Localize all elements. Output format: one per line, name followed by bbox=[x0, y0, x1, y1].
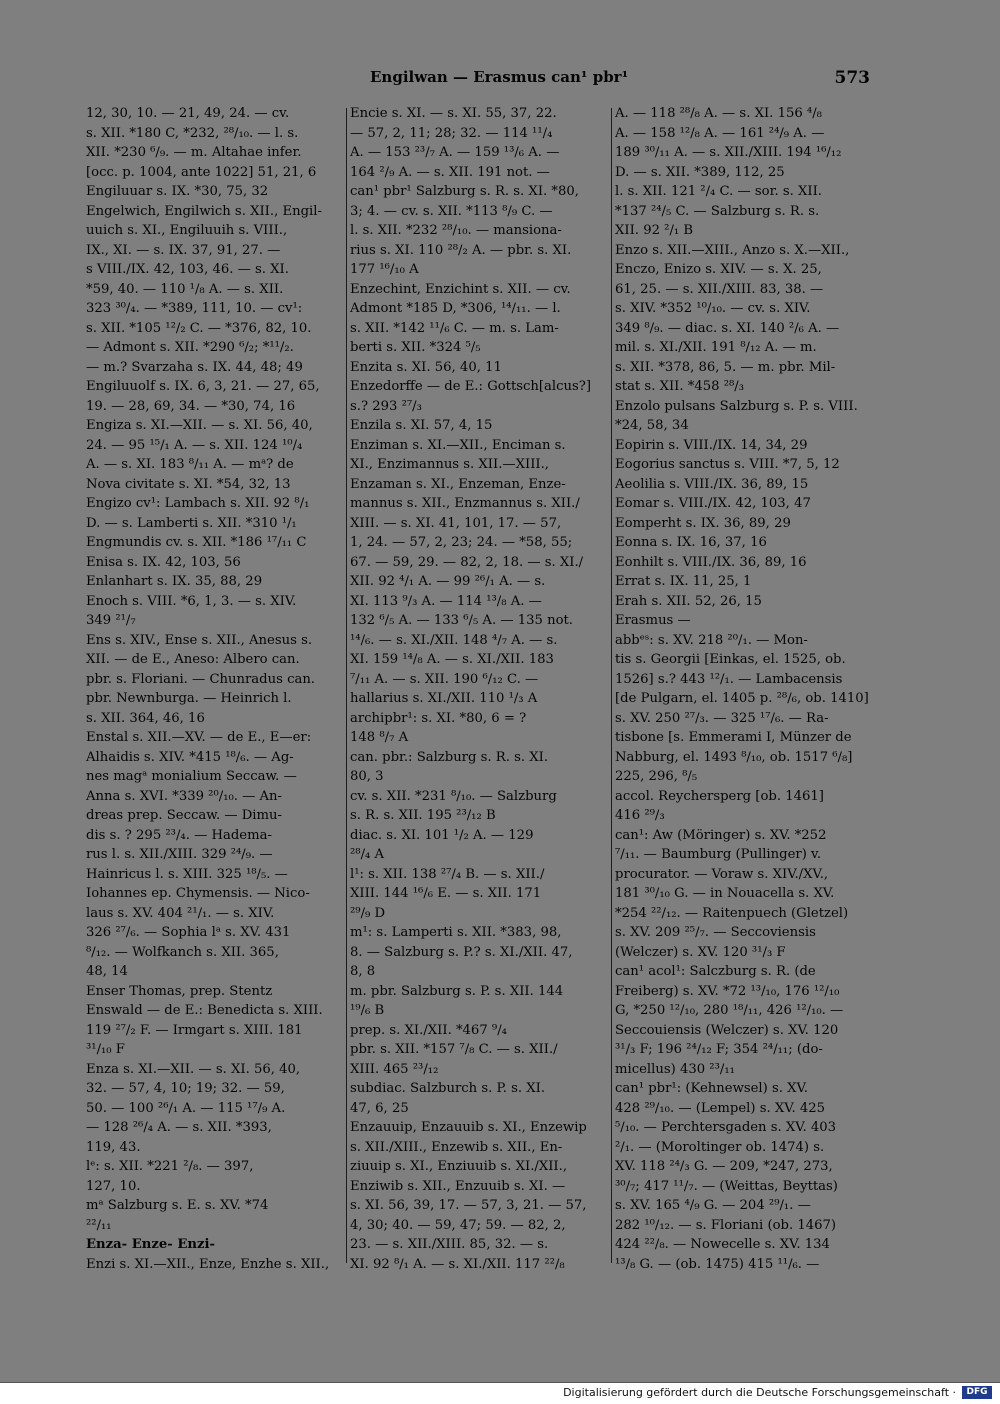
text-line: s. XI. 56, 39, 17. — 57, 3, 21. — 57, bbox=[350, 1198, 587, 1213]
page-header bbox=[80, 68, 870, 96]
text-line: Eogorius sanctus s. VIII. *7, 5, 12 bbox=[615, 457, 840, 472]
text-line: *137 ²⁴/₅ C. — Salzburg s. R. s. bbox=[615, 203, 820, 219]
text-line: pbr. s. XII. *157 ⁷/₈ C. — s. XII./ bbox=[350, 1042, 558, 1057]
running-title: Engilwan — Erasmus can¹ pbr¹ bbox=[370, 68, 629, 86]
text-line: prep. s. XI./XII. *467 ⁹/₄ bbox=[350, 1022, 507, 1038]
text-line: l. s. XII. 121 ²/₄ C. — sor. s. XII. bbox=[615, 184, 822, 199]
text-line: s. R. s. XII. 195 ²³/₁₂ B bbox=[350, 808, 496, 823]
text-line: 48, 14 bbox=[86, 964, 128, 979]
text-line: 67. — 59, 29. — 82, 2, 18. — s. XI./ bbox=[350, 554, 584, 570]
text-line: ²²/₁₁ bbox=[86, 1217, 112, 1233]
text-line: can¹: Aw (Möringer) s. XV. *252 bbox=[615, 827, 827, 843]
text-line: s. XV. 250 ²⁷/₃. — 325 ¹⁷/₆. — Ra- bbox=[615, 710, 829, 726]
text-line: [occ. p. 1004, ante 1022] 51, 21, 6 bbox=[86, 164, 317, 180]
text-line: 148 ⁸/₇ A bbox=[350, 730, 409, 745]
text-line: 349 ²¹/₇ bbox=[86, 613, 136, 628]
text-line: 80, 3 bbox=[350, 769, 384, 784]
text-line: s. XII./XIII., Enzewib s. XII., En- bbox=[350, 1139, 563, 1155]
text-line: pbr. Newnburga. — Heinrich l. bbox=[86, 691, 292, 706]
text-line: 424 ²²/₈. — Nowecelle s. XV. 134 bbox=[615, 1237, 830, 1252]
text-line: 23. — s. XII./XIII. 85, 32. — s. bbox=[350, 1237, 549, 1252]
text-line: l¹: s. XII. 138 ²⁷/₄ B. — s. XII./ bbox=[350, 866, 545, 882]
text-line: XIII. 465 ²³/₁₂ bbox=[350, 1061, 439, 1077]
text-line: [de Pulgarn, el. 1405 p. ²⁸/₆, ob. 1410] bbox=[615, 691, 869, 706]
text-line: 8, 8 bbox=[350, 964, 376, 979]
text-line: tisbone [s. Emmerami I, Münzer de bbox=[615, 730, 852, 745]
text-line: s. XV. 209 ²⁵/₇. — Seccoviensis bbox=[615, 925, 816, 940]
text-line: G, *250 ¹²/₁₀, 280 ¹⁸/₁₁, 426 ¹²/₁₀. — bbox=[615, 1003, 844, 1018]
text-line: D. — s. XII. *389, 112, 25 bbox=[615, 164, 785, 180]
text-line: s. XV. 165 ⁴/₉ G. — 204 ²⁹/₁. — bbox=[615, 1198, 811, 1213]
text-line: can¹ pbr¹ Salzburg s. R. s. XI. *80, bbox=[350, 184, 579, 199]
text-line: 4, 30; 40. — 59, 47; 59. — 82, 2, bbox=[350, 1217, 566, 1233]
text-line: Enza- Enze- Enzi- bbox=[86, 1237, 215, 1252]
text-line: Seccouiensis (Welczer) s. XV. 120 bbox=[615, 1022, 839, 1038]
text-line: XIII. 144 ¹⁶/₆ E. — s. XII. 171 bbox=[350, 886, 542, 901]
text-line: 282 ¹⁰/₁₂. — s. Floriani (ob. 1467) bbox=[615, 1217, 837, 1233]
text-line: ¹⁴/₆. — s. XI./XII. 148 ⁴/₇ A. — s. bbox=[350, 632, 558, 648]
text-line: l. s. XII. *232 ²⁸/₁₀. — mansiona- bbox=[350, 223, 562, 238]
text-line: *24, 58, 34 bbox=[615, 418, 689, 433]
text-line: Engelwich, Engilwich s. XII., Engil- bbox=[86, 203, 322, 219]
text-line: Engiluuolf s. IX. 6, 3, 21. — 27, 65, bbox=[86, 379, 320, 394]
text-line: Erah s. XII. 52, 26, 15 bbox=[615, 593, 762, 609]
text-line: Iohannes ep. Chymensis. — Nico- bbox=[86, 886, 310, 901]
text-line: Nabburg, el. 1493 ⁸/₁₀, ob. 1517 ⁶/₈] bbox=[615, 749, 853, 765]
text-line: — 128 ²⁶/₄ A. — s. XII. *393, bbox=[86, 1120, 272, 1135]
text-line: Encie s. XI. — s. XI. 55, 37, 22. bbox=[350, 106, 557, 121]
text-line: (Welczer) s. XV. 120 ³¹/₃ F bbox=[615, 944, 786, 960]
text-line: 1526] s.? 443 ¹²/₁. — Lambacensis bbox=[615, 671, 843, 687]
text-line: Enstal s. XII.—XV. — de E., E—er: bbox=[86, 730, 312, 745]
text-line: — 57, 2, 11; 28; 32. — 114 ¹¹/₄ bbox=[350, 125, 553, 141]
text-line: rius s. XI. 110 ²⁸/₂ A. — pbr. s. XI. bbox=[350, 242, 572, 258]
text-line: 323 ³⁰/₄. — *389, 111, 10. — cv¹: bbox=[86, 301, 303, 316]
text-line: XII. 92 ⁴/₁ A. — 99 ²⁶/₁ A. — s. bbox=[350, 574, 546, 589]
text-line: XIII. — s. XI. 41, 101, 17. — 57, bbox=[350, 515, 562, 531]
text-line: Enzechint, Enzichint s. XII. — cv. bbox=[350, 281, 571, 297]
funding-notice: Digitalisierung gefördert durch die Deutsche Forschungsgemeinschaft · bbox=[563, 1386, 956, 1399]
text-line: 225, 296, ⁸/₅ bbox=[615, 769, 698, 784]
text-line: XV. 118 ²⁴/₃ G. — 209, *247, 273, bbox=[615, 1159, 833, 1174]
text-line: 189 ³⁰/₁₁ A. — s. XII./XIII. 194 ¹⁶/₁₂ bbox=[615, 145, 842, 160]
text-line: 127, 10. bbox=[86, 1178, 141, 1194]
text-line: 12, 30, 10. — 21, 49, 24. — cv. bbox=[86, 106, 290, 121]
text-line: 50. — 100 ²⁶/₁ A. — 115 ¹⁷/₉ A. bbox=[86, 1100, 286, 1116]
text-line: lᵉ: s. XII. *221 ²/₈. — 397, bbox=[86, 1159, 254, 1174]
text-line: Alhaidis s. XIV. *415 ¹⁸/₆. — Ag- bbox=[86, 749, 294, 765]
text-line: — m.? Svarzaha s. IX. 44, 48; 49 bbox=[86, 359, 303, 375]
text-line: Engizo cv¹: Lambach s. XII. 92 ⁸/₁ bbox=[86, 496, 310, 511]
text-column-1 bbox=[86, 104, 341, 1274]
text-line: ²⁸/₄ A bbox=[350, 847, 385, 862]
text-line: Eopirin s. VIII./IX. 14, 34, 29 bbox=[615, 437, 808, 453]
text-line: can¹ acol¹: Salczburg s. R. (de bbox=[615, 964, 816, 979]
text-line: XI. 92 ⁸/₁ A. — s. XI./XII. 117 ²²/₈ bbox=[350, 1256, 565, 1272]
text-line: Anna s. XVI. *339 ²⁰/₁₀. — An- bbox=[86, 788, 283, 804]
text-line: s. XII. *142 ¹¹/₆ C. — m. s. Lam- bbox=[350, 320, 559, 336]
text-line: mil. s. XI./XII. 191 ⁸/₁₂ A. — m. bbox=[615, 340, 817, 355]
text-line: 32. — 57, 4, 10; 19; 32. — 59, bbox=[86, 1081, 285, 1096]
text-line: s.? 293 ²⁷/₃ bbox=[350, 398, 422, 414]
text-line: accol. Reychersperg [ob. 1461] bbox=[615, 788, 824, 804]
text-line: Eomperht s. IX. 36, 89, 29 bbox=[615, 515, 791, 531]
text-line: s VIII./IX. 42, 103, 46. — s. XI. bbox=[86, 262, 289, 277]
text-line: IX., XI. — s. IX. 37, 91, 27. — bbox=[86, 242, 281, 258]
text-line: archipbr¹: s. XI. *80, 6 = ? bbox=[350, 710, 527, 726]
text-line: Eonna s. IX. 16, 37, 16 bbox=[615, 535, 767, 550]
text-line: Erasmus — bbox=[615, 613, 691, 628]
text-line: Eonhilt s. VIII./IX. 36, 89, 16 bbox=[615, 554, 807, 570]
text-line: ³⁰/₇; 417 ¹¹/₇. — (Weittas, Beyttas) bbox=[615, 1178, 838, 1194]
text-line: s. XII. *105 ¹²/₂ C. — *376, 82, 10. bbox=[86, 320, 312, 336]
text-line: can¹ pbr¹: (Kehnewsel) s. XV. bbox=[615, 1081, 808, 1096]
text-line: Enisa s. IX. 42, 103, 56 bbox=[86, 554, 241, 570]
text-line: 164 ²/₉ A. — s. XII. 191 not. — bbox=[350, 164, 550, 180]
text-line: pbr. s. Floriani. — Chunradus can. bbox=[86, 671, 316, 687]
text-line: 132 ⁶/₅ A. — 133 ⁶/₅ A. — 135 not. bbox=[350, 613, 574, 628]
text-line: Freiberg) s. XV. *72 ¹³/₁₀, 176 ¹²/₁₀ bbox=[615, 983, 840, 999]
text-line: Enczo, Enizo s. XIV. — s. X. 25, bbox=[615, 262, 822, 277]
text-line: Enswald — de E.: Benedicta s. XIII. bbox=[86, 1003, 323, 1018]
text-line: D. — s. Lamberti s. XII. *310 ¹/₁ bbox=[86, 515, 297, 531]
text-line: Enzauuip, Enzauuib s. XI., Enzewip bbox=[350, 1120, 587, 1135]
text-line: 19. — 28, 69, 34. — *30, 74, 16 bbox=[86, 398, 296, 414]
text-line: s. XII. *378, 86, 5. — m. pbr. Mil- bbox=[615, 359, 836, 375]
text-line: A. — 153 ²³/₇ A. — 159 ¹³/₆ A. — bbox=[350, 145, 560, 160]
text-line: Enzo s. XII.—XIII., Anzo s. X.—XII., bbox=[615, 242, 850, 258]
text-line: 24. — 95 ¹⁵/₁ A. — s. XII. 124 ¹⁰/₄ bbox=[86, 437, 303, 453]
text-line: nes magᵃ monialium Seccaw. — bbox=[86, 769, 297, 784]
text-line: hallarius s. XI./XII. 110 ¹/₃ A bbox=[350, 691, 538, 706]
text-line: Eomar s. VIII./IX. 42, 103, 47 bbox=[615, 496, 811, 511]
text-line: Enzita s. XI. 56, 40, 11 bbox=[350, 359, 502, 375]
text-line: XII. *230 ⁶/₉. — m. Altahae infer. bbox=[86, 145, 302, 160]
text-line: micellus) 430 ²³/₁₁ bbox=[615, 1061, 735, 1077]
text-line: procurator. — Voraw s. XIV./XV., bbox=[615, 866, 829, 882]
text-line: Enzi s. XI.—XII., Enze, Enzhe s. XII., bbox=[86, 1256, 330, 1272]
text-line: mᵃ Salzburg s. E. s. XV. *74 bbox=[86, 1198, 269, 1213]
text-line: dreas prep. Seccaw. — Dimu- bbox=[86, 808, 282, 823]
text-line: mannus s. XII., Enzmannus s. XII./ bbox=[350, 496, 580, 511]
text-line: laus s. XV. 404 ²¹/₁. — s. XIV. bbox=[86, 905, 275, 921]
text-line: 3; 4. — cv. s. XII. *113 ⁸/₉ C. — bbox=[350, 203, 553, 219]
text-line: rus l. s. XII./XIII. 329 ²⁴/₉. — bbox=[86, 847, 273, 862]
text-line: uuich s. XI., Engiluuih s. VIII., bbox=[86, 223, 288, 238]
text-line: dis s. ? 295 ²³/₄. — Hadema- bbox=[86, 827, 272, 843]
text-column-3 bbox=[615, 104, 870, 1274]
text-line: subdiac. Salzburch s. P. s. XI. bbox=[350, 1081, 546, 1096]
text-line: stat s. XII. *458 ²⁸/₃ bbox=[615, 379, 745, 394]
text-column-2 bbox=[350, 104, 605, 1274]
text-line: Enzila s. XI. 57, 4, 15 bbox=[350, 418, 493, 433]
column-divider bbox=[346, 108, 347, 1263]
text-line: ³¹/₁₀ F bbox=[86, 1042, 125, 1057]
text-line: A. — 158 ¹²/₈ A. — 161 ²⁴/₉ A. — bbox=[615, 125, 825, 141]
text-line: ⁵/₁₀. — Perchtersgaden s. XV. 403 bbox=[615, 1120, 837, 1135]
text-line: Errat s. IX. 11, 25, 1 bbox=[615, 574, 752, 589]
text-line: s. XII. 364, 46, 16 bbox=[86, 710, 205, 726]
text-line: ¹³/₈ G. — (ob. 1475) 415 ¹¹/₆. — bbox=[615, 1256, 820, 1272]
text-line: cv. s. XII. *231 ⁸/₁₀. — Salzburg bbox=[350, 788, 557, 804]
text-line: — Admont s. XII. *290 ⁶/₂; *¹¹/₂. bbox=[86, 340, 294, 355]
text-line: *59, 40. — 110 ¹/₈ A. — s. XII. bbox=[86, 281, 284, 297]
text-line: Engiluuar s. IX. *30, 75, 32 bbox=[86, 184, 269, 199]
text-line: Enziman s. XI.—XII., Enciman s. bbox=[350, 437, 566, 453]
text-line: Admont *185 D, *306, ¹⁴/₁₁. — l. bbox=[350, 301, 561, 316]
text-line: 47, 6, 25 bbox=[350, 1100, 409, 1116]
footer-bar bbox=[0, 1382, 1000, 1404]
text-line: Enza s. XI.—XII. — s. XI. 56, 40, bbox=[86, 1061, 301, 1077]
text-line: ⁷/₁₁. — Baumburg (Pullinger) v. bbox=[615, 847, 822, 862]
text-line: Enoch s. VIII. *6, 1, 3. — s. XIV. bbox=[86, 593, 297, 609]
text-line: ⁸/₁₂. — Wolfkanch s. XII. 365, bbox=[86, 944, 279, 960]
text-line: Aeolilia s. VIII./IX. 36, 89, 15 bbox=[615, 476, 809, 492]
text-line: ziuuip s. XI., Enziuuib s. XI./XII., bbox=[350, 1159, 568, 1174]
text-line: 119, 43. bbox=[86, 1139, 141, 1155]
text-line: abbᵉˢ: s. XV. 218 ²⁰/₁. — Mon- bbox=[615, 632, 808, 648]
text-line: Engmundis cv. s. XII. *186 ¹⁷/₁₁ C bbox=[86, 535, 307, 550]
text-line: Enzolo pulsans Salzburg s. P. s. VIII. bbox=[615, 398, 858, 414]
text-line: 8. — Salzburg s. P.? s. XI./XII. 47, bbox=[350, 944, 573, 960]
text-line: Enlanhart s. IX. 35, 88, 29 bbox=[86, 574, 263, 589]
text-line: Enzaman s. XI., Enzeman, Enze- bbox=[350, 476, 566, 492]
text-line: tis s. Georgii [Einkas, el. 1525, ob. bbox=[615, 652, 846, 667]
text-line: ¹⁹/₆ B bbox=[350, 1003, 385, 1018]
text-line: Hainricus l. s. XIII. 325 ¹⁸/₅. — bbox=[86, 866, 288, 882]
text-line: 1, 24. — 57, 2, 23; 24. — *58, 55; bbox=[350, 535, 573, 550]
text-line: A. — 118 ²⁸/₈ A. — s. XI. 156 ⁴/₈ bbox=[615, 106, 822, 121]
text-line: A. — s. XI. 183 ⁸/₁₁ A. — mᵃ? de bbox=[86, 457, 294, 472]
text-line: XII. — de E., Aneso: Albero can. bbox=[86, 652, 300, 667]
text-line: diac. s. XI. 101 ¹/₂ A. — 129 bbox=[350, 827, 534, 843]
text-line: berti s. XII. *324 ⁵/₅ bbox=[350, 340, 481, 355]
text-line: XI., Enzimannus s. XII.—XIII., bbox=[350, 457, 550, 472]
text-line: Ens s. XIV., Ense s. XII., Anesus s. bbox=[86, 632, 313, 648]
text-line: XI. 159 ¹⁴/₈ A. — s. XI./XII. 183 bbox=[350, 652, 554, 667]
text-line: ³¹/₃ F; 196 ²⁴/₁₂ F; 354 ²⁴/₁₁; (do- bbox=[615, 1042, 823, 1057]
text-line: 181 ³⁰/₁₀ G. — in Nouacella s. XV. bbox=[615, 886, 835, 901]
text-line: 416 ²⁹/₃ bbox=[615, 808, 665, 823]
text-line: Enziwib s. XII., Enzuuib s. XI. — bbox=[350, 1178, 566, 1194]
text-line: ²⁹/₉ D bbox=[350, 905, 386, 921]
column-divider bbox=[611, 108, 612, 1263]
text-line: 119 ²⁷/₂ F. — Irmgart s. XIII. 181 bbox=[86, 1022, 303, 1038]
text-line: 61, 25. — s. XII./XIII. 83, 38. — bbox=[615, 281, 824, 297]
text-line: ²/₁. — (Moroltinger ob. 1474) s. bbox=[615, 1139, 825, 1155]
text-line: s. XII. *180 C, *232, ²⁸/₁₀. — l. s. bbox=[86, 125, 299, 141]
text-line: 177 ¹⁶/₁₀ A bbox=[350, 262, 419, 277]
text-line: ⁷/₁₁ A. — s. XII. 190 ⁶/₁₂ C. — bbox=[350, 671, 539, 687]
text-line: *254 ²²/₁₂. — Raitenpuech (Gletzel) bbox=[615, 905, 849, 921]
page-number: 573 bbox=[834, 68, 870, 88]
text-line: XI. 113 ⁹/₃ A. — 114 ¹³/₈ A. — bbox=[350, 593, 542, 609]
text-line: Enser Thomas, prep. Stentz bbox=[86, 983, 273, 999]
text-line: 428 ²⁹/₁₀. — (Lempel) s. XV. 425 bbox=[615, 1100, 826, 1116]
text-line: 326 ²⁷/₆. — Sophia lᵃ s. XV. 431 bbox=[86, 925, 291, 940]
text-line: s. XIV. *352 ¹⁰/₁₀. — cv. s. XIV. bbox=[615, 301, 811, 316]
text-line: XII. 92 ²/₁ B bbox=[615, 223, 694, 238]
text-line: can. pbr.: Salzburg s. R. s. XI. bbox=[350, 749, 549, 765]
text-line: Nova civitate s. XI. *54, 32, 13 bbox=[86, 476, 291, 492]
text-line: m. pbr. Salzburg s. P. s. XII. 144 bbox=[350, 983, 564, 999]
text-line: Enzedorffe — de E.: Gottsch[alcus?] bbox=[350, 379, 592, 394]
text-line: Engiza s. XI.—XII. — s. XI. 56, 40, bbox=[86, 418, 313, 433]
text-line: m¹: s. Lamperti s. XII. *383, 98, bbox=[350, 925, 562, 940]
text-line: 349 ⁸/₉. — diac. s. XI. 140 ²/₆ A. — bbox=[615, 320, 840, 336]
dfg-logo-icon: DFG bbox=[962, 1386, 992, 1399]
